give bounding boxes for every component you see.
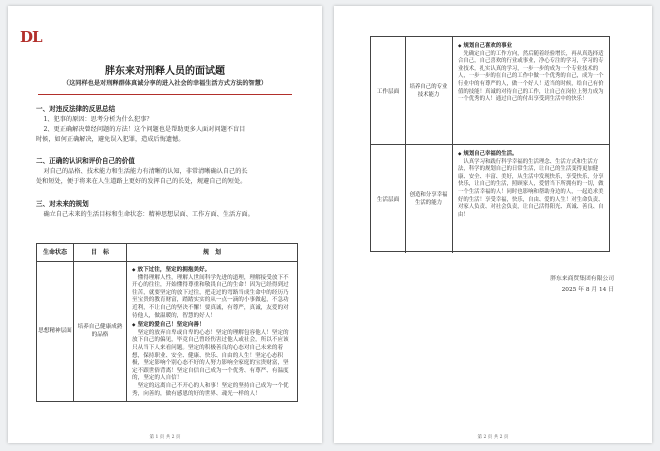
section-heading: 二、正确的认识和评价自己的价值 — [36, 157, 135, 165]
plan-heading — [132, 322, 292, 330]
page-title: 胖东来对刑释人员的面试题 — [105, 66, 225, 77]
col-header-plan: 规 划 — [127, 244, 298, 262]
cell-goal: 培养自己健康成熟的品格 — [74, 262, 127, 402]
plan-body: 坚定的远离自己不开心的人和事！坚定的坚持自己成为一个优秀，向善的，做有感恩的好的世界、魂光一样的人！ — [132, 382, 289, 397]
life-plan-table — [36, 243, 298, 402]
title-divider — [38, 94, 292, 95]
triangle-icon: ◆ — [132, 323, 136, 329]
table-row — [371, 145, 609, 253]
company-logo: DL — [20, 28, 42, 46]
plan-body: 坚定的放弃自卑或自卑的心态！坚定的理解包容他人！坚定的放下自己的偏见，毕竟自己曾经伤害过他人或社会，所以不应该只从当下人来看问题。坚定的积极善良的心态对自己未来的着想，保持职业、安全、健康、快乐、自由的人生！坚定心态积极，坚定影响个别心态不好的人努力影响全家庭的宝贵财富，坚定不跟世俗背离！坚定自信自己成为一个优秀、有尊严、有温度的，坚定的人自信！ — [132, 329, 289, 382]
plan-heading-text: 规划自己喜欢的事业 — [463, 43, 512, 49]
document-page-2 — [334, 6, 652, 443]
plan-heading-text: 规划自己幸福的生活。 — [463, 151, 518, 157]
plan-heading — [458, 43, 604, 51]
plan-heading — [132, 267, 292, 275]
cell-goal: 培养自己的专业技术能力 — [405, 37, 453, 144]
cell-plan — [453, 37, 609, 144]
col-header-goal: 目 标 — [74, 244, 127, 262]
section-heading: 一、对违反法律的反思总结 — [36, 105, 116, 113]
plan-heading — [458, 151, 604, 159]
cell-area: 思想精神层面 — [37, 262, 74, 402]
page-footer: 第 1 页 共 2 页 — [149, 435, 181, 440]
section-future-plan — [36, 199, 298, 220]
cell-area: 工作层面 — [371, 37, 406, 144]
company-name: 胖东来商贸集团有限公司 — [550, 276, 614, 282]
signature-block — [550, 274, 614, 296]
page-footer: 第 2 页 共 2 页 — [477, 435, 509, 440]
section-line: 2、更正确解决曾经问题的方法！这个问题也是帮助更多人面对问题不盲目 — [43, 126, 246, 133]
triangle-icon: ◆ — [132, 268, 136, 273]
signature-date: 2025 年 8 月 14 日 — [561, 287, 614, 293]
cell-plan — [453, 145, 609, 253]
plan-body: 认真学习和践行科学幸福的生活理念、生活方式和生活方法，科学的规划自己的日常生活，让自己的生活变得更加健康、安全、丰富、美好，从生活中发现快乐，享受快乐，分享快乐，让自己的生活，照顾家人，爱惜当下所拥有的一切，做一个生活幸福的人！同时也影响和帮助身边的人，一起追求美好的生活！享受幸福，快乐，自由、爱的人生！对生命负责、对家人负责、对社会负责，让自己活得阳光、真诚、善良、自由！ — [458, 158, 604, 218]
document-page-1 — [8, 6, 322, 443]
cell-plan — [127, 262, 298, 402]
section-self-value — [36, 156, 298, 187]
table-row — [371, 37, 609, 145]
cell-goal: 创造和分享幸福生活的能力 — [405, 145, 453, 253]
section-heading: 三、对未来的规划 — [36, 200, 89, 208]
section-reflection — [36, 104, 298, 145]
section-line: 确立自己未来的生活目标和生命状态：精神思想层面、工作方面、生活方面。 — [43, 211, 254, 218]
plan-body: 懂得理解人性，理解人世间科学先进的道理，理解接受放下不开心的往往，开始懂得尊重和敬畏自己的生命！因为已经得到过往苦，就要坚定的放下过往，把走过的弯路当成生命中的经历乃至宝贵的教育财富，踏踏实实的从一点一滴的小事做起，不急功近利，不让自己的坚决不懈！要真诚，有尊严，真诚，友爱的对待他人，做温暖的，智慧的好人！ — [132, 274, 289, 319]
plan-heading-text: 坚定的爱自己！坚定向善！ — [137, 322, 205, 329]
section-line: 对自己的品格、技术能力和生活能力有清晰的认知，非常清晰确认自己的长 — [43, 168, 248, 175]
cell-area: 生活层面 — [371, 145, 406, 253]
triangle-icon: ◆ — [458, 44, 462, 49]
section-line: 1、犯事的原因：思考分析为什么犯事？ — [43, 116, 153, 123]
page-subtitle: （这同样也是对刑释群体真诚分享的进入社会的幸福生活方式方法的智慧） — [62, 80, 268, 87]
section-line: 时候，如何正确解决，避免误入犯罪，造成后悔遗憾。 — [36, 136, 185, 143]
table-row — [37, 262, 298, 402]
life-plan-table-continued — [370, 36, 610, 252]
plan-heading-text: 放下过往，坚定的拥抱美好。 — [137, 267, 211, 273]
section-line: 处和短处，便于将来在人生道路上更好的发挥自己的长处，规避自己的短处。 — [36, 178, 247, 185]
plan-body: 先确定自己的工作方向，然后随着经验增长，再从真选择适合自己，自己喜欢的行业或事业，净心专注的学习，学习的专业技术，扎实认真的学习，一步一步的成为一个专业技术的人，一步一步的在自己的工作中做一个优秀的自己，成为一个行业中的有尊严的人，做一个好人！适当的时候，给自己有价值的技能！真诚的对待自己的工作，让自己在岗位上努力成为一个优秀的人！通过自己的付出享受到生活中的快乐！ — [458, 50, 604, 103]
triangle-icon: ◆ — [458, 152, 462, 157]
col-header-state: 生命状态 — [37, 244, 74, 262]
